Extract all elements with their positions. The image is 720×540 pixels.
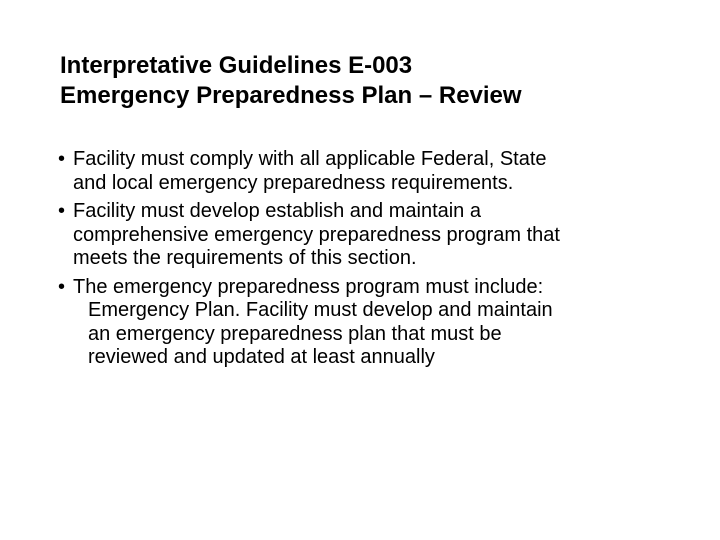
bullet-line: and local emergency preparedness requirements.: [73, 171, 514, 194]
slide-body: [58, 148, 698, 370]
sub-paragraph-line: reviewed and updated at least annually: [88, 346, 435, 368]
bullet-item-1: [58, 148, 698, 195]
bullet-item-2: [58, 200, 698, 271]
sub-paragraph-line: Emergency Plan. Facility must develop and maintain: [88, 299, 553, 321]
title-line-2: Emergency Preparedness Plan – Review: [60, 82, 522, 109]
bullet-line: meets the requirements of this section.: [73, 247, 417, 269]
bullet-text: [73, 148, 698, 195]
bullet-item-3: [58, 276, 698, 300]
bullet-icon: •: [58, 200, 66, 222]
bullet-text: [73, 200, 698, 271]
bullet-icon: •: [58, 275, 66, 298]
title-line-1: Interpretative Guidelines E-003: [60, 52, 413, 79]
bullet-line: comprehensive emergency preparedness program that: [73, 223, 560, 246]
bullet-line: The emergency preparedness program must include:: [73, 275, 544, 298]
sub-paragraph-line: an emergency preparedness plan that must be: [88, 322, 502, 345]
slide-title: [60, 51, 680, 111]
bullet-line: Facility must develop establish and maintain a: [73, 200, 481, 222]
bullet-line: Facility must comply with all applicable Federal, State: [73, 148, 547, 170]
bullet-icon: •: [58, 148, 66, 170]
bullet-text: [73, 276, 698, 300]
sub-paragraph: [58, 299, 698, 370]
